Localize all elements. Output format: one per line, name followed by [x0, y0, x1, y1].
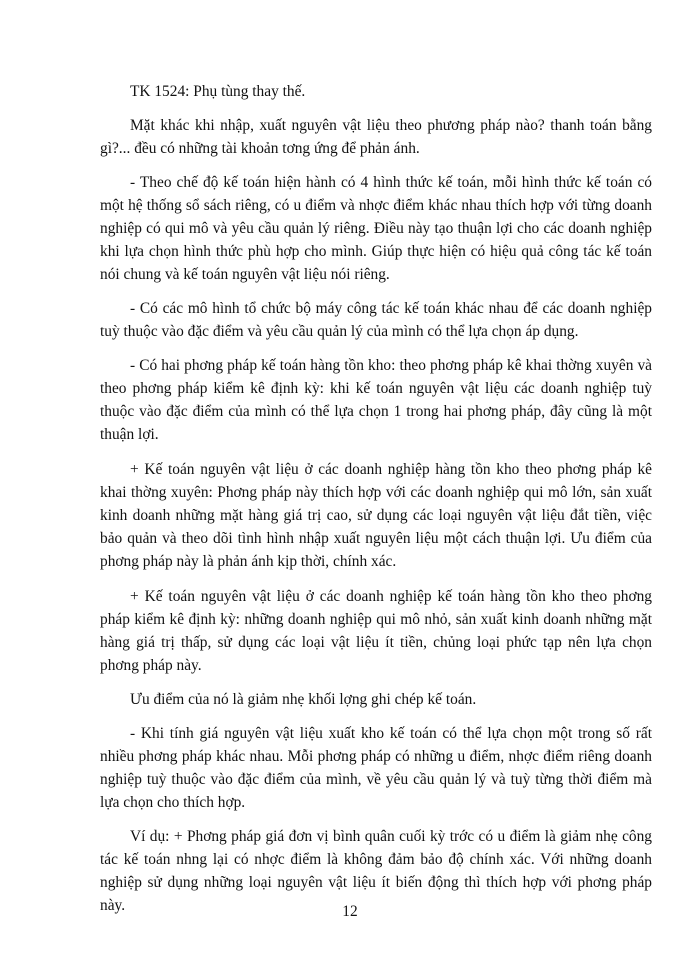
paragraph-tk1524: TK 1524: Phụ tùng thay thế. — [130, 83, 306, 100]
document-page — [100, 80, 652, 917]
paragraph-tinh-gia: - Khi tính giá nguyên vật liệu xuất kho kế toán có thể lựa chọn một trong số rất nhiều phơng pháp khác nhau. Mỗi phơng pháp có những u điểm, nhợc điểm riêng doanh nghiệp tuỳ thuộc vào đặc điểm của mình, về yêu cầu quản lý và tuỳ từng thời điểm mà lựa chọn cho thích hợp. — [100, 725, 652, 811]
paragraph-vi-du: Ví dụ: + Phơng pháp giá đơn vị bình quân cuối kỳ trớc có u điểm là giảm nhẹ công tác kế toán nhng lại có nhợc điểm là không đảm bảo độ chính xác. Với những doanh nghiệp sử dụng những loại nguyên vật liệu ít biến động thì thích hợp với phơng pháp này. — [100, 828, 652, 914]
paragraph-kiem-ke-dinh-ky: + Kế toán nguyên vật liệu ở các doanh nghiệp kế toán hàng tồn kho theo phơng pháp kiểm kê định kỳ: những doanh nghiệp qui mô nhỏ, sản xuất kinh doanh những mặt hàng giá trị thấp, sử dụng các loại vật liệu ít tiền, chủng loại phức tạp nên lựa chọn phơng pháp này. — [100, 588, 652, 674]
page-number: 12 — [342, 903, 358, 920]
paragraph-ke-khai-thuong-xuyen: + Kế toán nguyên vật liệu ở các doanh nghiệp hàng tồn kho theo phơng pháp kê khai thờng xuyên: Phơng pháp này thích hợp với các doanh nghiệp qui mô lớn, sản xuất kinh doanh những mặt hàng giá trị cao, sử dụng các loại nguyên vật liệu đắt tiền, việc bảo quản và theo dõi tình hình nhập xuất nguyên liệu một cách thuận lợi. Ưu điểm của phơng pháp này là phản ánh kịp thời, chính xác. — [100, 461, 652, 570]
paragraph-nhap-xuat: Mặt khác khi nhập, xuất nguyên vật liệu theo phương pháp nào? thanh toán bằng gì?... đều có những tài khoản tơng ứng để phản ánh. — [100, 117, 652, 157]
paragraph-mo-hinh-to-chuc: - Có các mô hình tổ chức bộ máy công tác kế toán khác nhau để các doanh nghiệp tuỳ thuộc vào đặc điểm và yêu cầu quản lý của mình có thể lựa chọn áp dụng. — [100, 300, 652, 340]
paragraph-hinh-thuc-ke-toan: - Theo chế độ kế toán hiện hành có 4 hình thức kế toán, mỗi hình thức kế toán có một hệ thống sổ sách riêng, có u điểm và nhợc điểm khác nhau thích hợp với từng doanh nghiệp có qui mô và yêu cầu quản lý riêng. Điều này tạo thuận lợi cho các doanh nghiệp khi lựa chọn hình thức phù hợp cho mình. Giúp thực hiện có hiệu quả công tác kế toán nói chung và kế toán nguyên vật liệu nói riêng. — [100, 174, 652, 283]
paragraph-hai-phuong-phap: - Có hai phơng pháp kế toán hàng tồn kho: theo phơng pháp kê khai thờng xuyên và theo phơng pháp kiểm kê định kỳ: khi kế toán nguyên vật liệu các doanh nghiệp tuỳ thuộc vào đặc điểm của mình có thể lựa chọn 1 trong hai phơng pháp, đây cũng là một thuận lợi. — [100, 357, 652, 443]
paragraph-uu-diem: Ưu điểm của nó là giảm nhẹ khối lợng ghi chép kế toán. — [130, 691, 477, 708]
